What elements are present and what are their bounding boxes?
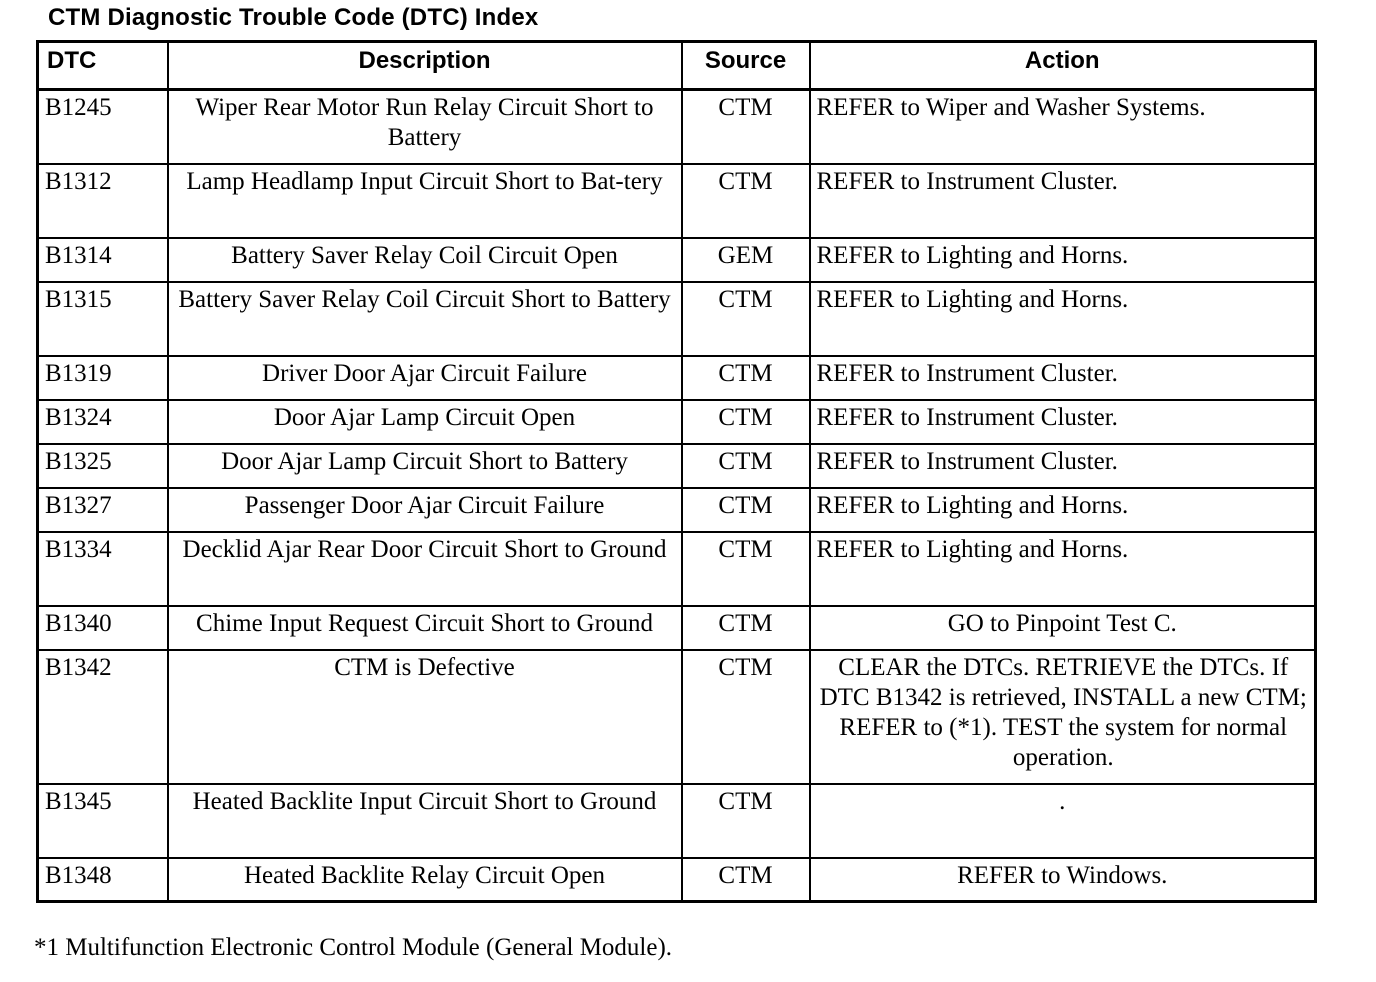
dtc-description: Decklid Ajar Rear Door Circuit Short to Ground <box>168 532 682 606</box>
table-row <box>38 444 1316 488</box>
dtc-code: B1312 <box>38 164 168 238</box>
dtc-index-table <box>36 40 1317 903</box>
table-row <box>38 238 1316 282</box>
dtc-description: Battery Saver Relay Coil Circuit Open <box>168 238 682 282</box>
dtc-action: CLEAR the DTCs. RETRIEVE the DTCs. If DTC B1342 is retrieved, INSTALL a new CTM; REFER to (*1). TEST the system for normal operation. <box>810 650 1316 784</box>
table-row <box>38 650 1316 784</box>
dtc-action: . <box>810 784 1316 858</box>
column-header-description: Description <box>168 42 682 90</box>
dtc-description: Passenger Door Ajar Circuit Failure <box>168 488 682 532</box>
dtc-source: CTM <box>682 282 810 356</box>
dtc-source: CTM <box>682 164 810 238</box>
dtc-description: Battery Saver Relay Coil Circuit Short to Battery <box>168 282 682 356</box>
table-row <box>38 606 1316 650</box>
dtc-code: B1319 <box>38 356 168 400</box>
dtc-source: CTM <box>682 400 810 444</box>
dtc-description: Driver Door Ajar Circuit Failure <box>168 356 682 400</box>
dtc-source: CTM <box>682 650 810 784</box>
dtc-source: CTM <box>682 356 810 400</box>
dtc-action: REFER to Windows. <box>810 858 1316 902</box>
dtc-code: B1325 <box>38 444 168 488</box>
dtc-action: REFER to Lighting and Horns. <box>810 488 1316 532</box>
table-row <box>38 90 1316 164</box>
column-header-dtc: DTC <box>38 42 168 90</box>
header-row <box>38 42 1316 90</box>
dtc-action: REFER to Instrument Cluster. <box>810 400 1316 444</box>
dtc-code: B1340 <box>38 606 168 650</box>
table-row <box>38 282 1316 356</box>
dtc-source: CTM <box>682 858 810 902</box>
dtc-source: CTM <box>682 606 810 650</box>
dtc-description: Wiper Rear Motor Run Relay Circuit Short to Battery <box>168 90 682 164</box>
dtc-code: B1345 <box>38 784 168 858</box>
column-header-action: Action <box>810 42 1316 90</box>
dtc-code: B1324 <box>38 400 168 444</box>
dtc-code: B1348 <box>38 858 168 902</box>
column-header-source: Source <box>682 42 810 90</box>
dtc-description: Lamp Headlamp Input Circuit Short to Bat-tery <box>168 164 682 238</box>
dtc-description: Heated Backlite Relay Circuit Open <box>168 858 682 902</box>
dtc-action: REFER to Wiper and Washer Systems. <box>810 90 1316 164</box>
dtc-code: B1245 <box>38 90 168 164</box>
table-row <box>38 858 1316 902</box>
table-row <box>38 488 1316 532</box>
dtc-source: GEM <box>682 238 810 282</box>
dtc-action: REFER to Lighting and Horns. <box>810 532 1316 606</box>
dtc-source: CTM <box>682 444 810 488</box>
dtc-code: B1327 <box>38 488 168 532</box>
dtc-code: B1315 <box>38 282 168 356</box>
table-row <box>38 400 1316 444</box>
dtc-source: CTM <box>682 488 810 532</box>
table-row <box>38 532 1316 606</box>
dtc-source: CTM <box>682 532 810 606</box>
dtc-action: REFER to Lighting and Horns. <box>810 282 1316 356</box>
dtc-description: Heated Backlite Input Circuit Short to Ground <box>168 784 682 858</box>
footnote: *1 Multifunction Electronic Control Module (General Module). <box>34 934 673 961</box>
dtc-action: REFER to Instrument Cluster. <box>810 356 1316 400</box>
dtc-action: REFER to Instrument Cluster. <box>810 164 1316 238</box>
table-title: CTM Diagnostic Trouble Code (DTC) Index <box>48 4 539 31</box>
dtc-description: CTM is Defective <box>168 650 682 784</box>
dtc-action: REFER to Instrument Cluster. <box>810 444 1316 488</box>
dtc-description: Door Ajar Lamp Circuit Short to Battery <box>168 444 682 488</box>
dtc-code: B1334 <box>38 532 168 606</box>
dtc-description: Door Ajar Lamp Circuit Open <box>168 400 682 444</box>
dtc-code: B1342 <box>38 650 168 784</box>
dtc-action: REFER to Lighting and Horns. <box>810 238 1316 282</box>
dtc-source: CTM <box>682 90 810 164</box>
dtc-code: B1314 <box>38 238 168 282</box>
table-row <box>38 164 1316 238</box>
dtc-action: GO to Pinpoint Test C. <box>810 606 1316 650</box>
table-row <box>38 356 1316 400</box>
table-row <box>38 784 1316 858</box>
dtc-description: Chime Input Request Circuit Short to Ground <box>168 606 682 650</box>
dtc-source: CTM <box>682 784 810 858</box>
